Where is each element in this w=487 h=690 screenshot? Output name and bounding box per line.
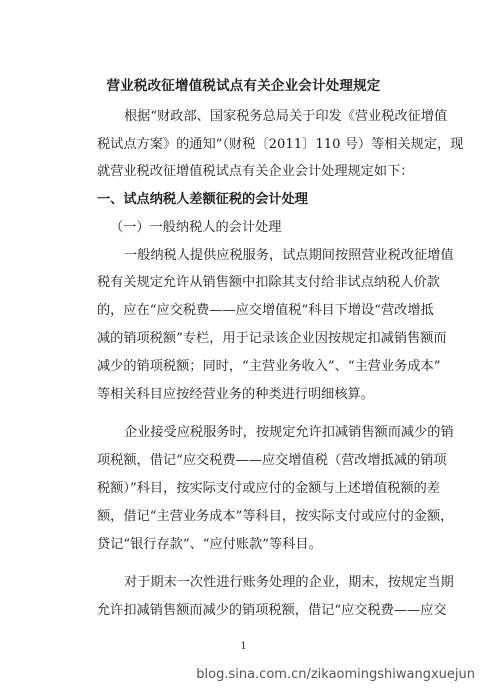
document-title: 营业税改征增值税试点有关企业会计处理规定 bbox=[106, 78, 381, 94]
para1-line-5: 减少的销项税额；同时，“主营业务收入”、“主营业务成本” bbox=[97, 359, 441, 374]
intro-line-3: 就营业税改征增值税试点有关企业会计处理规定如下： bbox=[97, 164, 414, 179]
intro-line-1: 根据“财政部、国家税务总局关于印发《营业税改征增值 bbox=[124, 109, 448, 124]
para1-line-3: 的，应在“应交税费——应交增值税”科目下增设“营改增抵 bbox=[97, 303, 434, 318]
para2-line-5: 贷记“银行存款”、“应付账款”等科目。 bbox=[97, 537, 322, 552]
para2-line-2: 项税额，借记“应交税费——应交增值税（营改增抵减的销项 bbox=[97, 453, 447, 468]
para2-line-3: 税额）”科目，按实际支付或应付的金额与上述增值税额的差 bbox=[97, 481, 441, 496]
para1-line-6: 等相关科目应按经营业务的种类进行明细核算。 bbox=[97, 387, 374, 402]
subsection-heading: （一）一般纳税人的会计处理 bbox=[110, 220, 282, 235]
para1-line-2: 税有关规定允许从销售额中扣除其支付给非试点纳税人价款 bbox=[97, 275, 440, 290]
section-heading: 一、试点纳税人差额征税的会计处理 bbox=[97, 192, 308, 207]
page-number: 1 bbox=[240, 641, 247, 652]
para3-line-2: 允许扣减销售额而减少的销项税额，借记“应交税费——应交 bbox=[97, 603, 447, 618]
para2-line-1: 企业接受应税服务时，按规定允许扣减销售额而减少的销 bbox=[124, 425, 454, 440]
blog-watermark: blog.sina.com.cn/zikaomingshiwangxuejun bbox=[196, 667, 475, 682]
para1-line-4: 减的销项税额”专栏，用于记录该企业因按规定扣减销售额而 bbox=[97, 331, 447, 346]
intro-line-2: 税试点方案》的通知”（财税〔2011〕110 号）等相关规定，现 bbox=[97, 137, 464, 152]
para3-line-1: 对于期末一次性进行账务处理的企业，期末，按规定当期 bbox=[124, 575, 454, 590]
para2-line-4: 额，借记“主营业务成本”等科目，按实际支付或应付的金额， bbox=[97, 509, 454, 524]
para1-line-1: 一般纳税人提供应税服务，试点期间按照营业税改征增值 bbox=[124, 248, 454, 263]
